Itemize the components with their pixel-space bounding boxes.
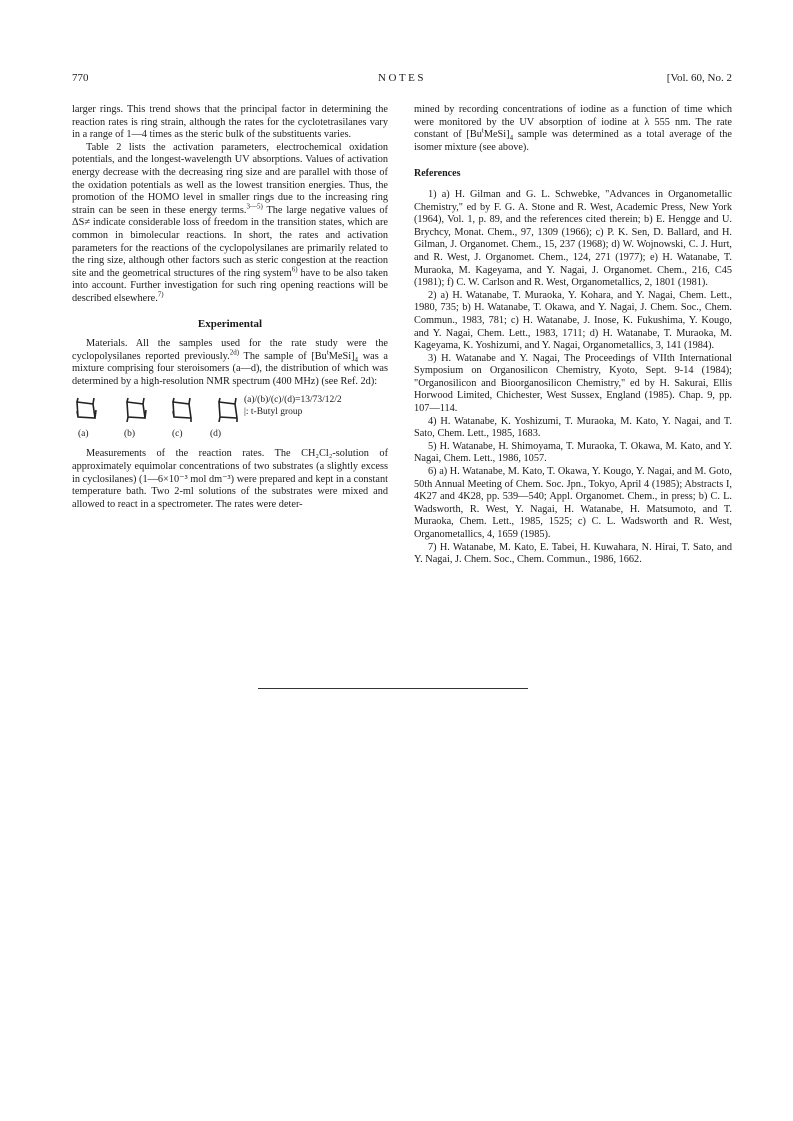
section-title: NOTES [378,72,426,84]
reference-item: 3) H. Watanabe and Y. Nagai, The Proceedings of VIIth International Symposium on Organosilicon Chemistry, Kyoto, Sept. 9-14 (1984); "Organosilicon and Bioorganosilicon Chemistry," ed by H. Sakurai, Ellis Horwood Limited, Chichester, West Sussex, England (1985). Chap. 9, pp. 107—114. [414,352,732,415]
reference-item: 2) a) H. Watanabe, T. Muraoka, Y. Kohara, and Y. Nagai, Chem. Lett., 1980, 735; b) H. Watanabe, T. Okawa, and Y. Nagai, J. Chem. Soc., Chem. Commun., 1983, 781; c) H. Watanabe, J. Inose, K. Fukushima, Y. Kougo, and Y. Nagai, Chem. Lett., 1983, 1711; d) H. Watanabe, T. Muraoka, M. Kageyama, K. Yoshizumi, and Y. Nagai, Organometallics, 3, 141 (1984). [414,289,732,352]
reference-list [414,189,732,567]
paragraph-measurements: Measurements of the reaction rates. The CH₂Cl₂-solution of approximately equimolar concentrations of two substrates (a slightly excess in cyclosilanes) (1—6×10⁻³ mol dm⁻³) were prepared and kept in a constant temperature bath. Two 2-ml solutions of the substrates were mixed and allowed to react in a spectrometer. The rates were deter- [72,448,388,510]
ring-a-label: (a) [78,429,89,440]
ring-b-label: (b) [124,429,136,440]
paragraph-materials: Materials. All the samples used for the rate study were the cyclopolysilanes reported previously.$^{2d)}$ The sample of $[Bu^tMeSi]_4$ was a mixture comprising four steroisomers (a—d), the distribution of which was determined by a high-resolution NMR spectrum (400 MHz) (see Ref. 2d): [72,338,388,387]
end-rule [258,688,528,689]
page-header [72,72,732,86]
paragraph-continued: mined by recording concentrations of iodine as a function of time which were monitored by the UV absorption of iodine at λ 555 nm. The rate constant of $[Bu^tMeSi]_4$ sample was determined as a total average of the isomer mixture (see above). [414,104,732,153]
t-butyl-legend: |: t-Butyl group [244,407,303,418]
reference-item: 6) a) H. Watanabe, M. Kato, T. Okawa, Y. Kougo, Y. Nagai, and M. Goto, 50th Annual Meeting of Chem. Soc. Jpn., Tokyo, April 4 (1985); Abstracts I, 4K27 and 4K28, pp. 539—540; Appl. Organomet. Chem., in press; b) C. L. Wadsworth, R. West, Y. Nagai, H. Watanabe, H. Matsumoto, and T. Muraoka, Chem. Lett., 1985, 1525; c) C. L. Wadsworth and R. West, Organometallics, 4, 1659 (1985). [414,466,732,540]
reference-item: 5) H. Watanabe, H. Shimoyama, T. Muraoka, T. Okawa, M. Kato, and Y. Nagai, Chem. Lett., 1986, 1057. [414,440,732,465]
page-number: 770 [72,72,89,84]
paragraph-activation: Table 2 lists the activation parameters, electrochemical oxidation potentials, and the longest-wavelength UV absorptions. Values of activation energy decrease with the decreasing ring size and are parallel with those of the oxidation potentials as well as the lowest transition energies. Thus, the promotion of the HOMO level in smaller rings due to the increasing ring strain can be seen in these energy terms.$^{3—5)}$ The large negative values of ΔS≠ indicate considerable loss of freedom in the transition states, which are common in bimolecular reactions. In short, the rates and activation parameters for the reactions of the cyclopolysilanes are primarily related to the ring size, although other factors such as steric congestion at the reaction site and the geometrical structures of the ring system$^{6)}$ have to be also taken into account. Further investigation for such ring opening reactions will be described elsewhere.$^{7)}$ [72,141,389,304]
stereoisomer-figure [72,394,388,442]
ring-a-diagram [74,396,98,422]
ring-d-diagram [216,396,240,422]
ring-c-diagram [170,396,194,422]
experimental-heading: Experimental [197,317,263,330]
ring-c-label: (c) [172,429,183,440]
left-column [72,104,388,511]
figure-legend [244,394,342,418]
volume-info: [Vol. 60, No. 2 [666,72,732,84]
reference-item: 1) a) H. Gilman and G. L. Schwebke, "Advances in Organometallic Chemistry," ed by F. G. A. Stone and R. West, Academic Press, New York (1964), Vol. 1, p. 89, and the references cited therein; b) E. Hengge and U. Brychcy, Monat. Chem., 97, 1309 (1966); c) P. K. Sen, D. Ballard, and H. Gilman, J. Organomet. Chem., 15, 237 (1968); d) W. Wojnowski, C. J. Hurt, and R. West, J. Organomet. Chem., 124, 271 (1977); e) H. Watanabe, T. Muraoka, M. Kageyama, and Y. Nagai, J. Organomet. Chem., 216, C45 (1981); f) C. W. Carlson and R. West, Organometallics, 2, 1801 (1981). [414,188,732,289]
references-heading: References [414,168,461,180]
ring-d-label: (d) [210,429,222,440]
paragraph-ring-strain: larger rings. This trend shows that the principal factor in determining the reaction rates is ring strain, although the rates for the cyclotetrasilanes vary in a range of 1—4 times as the steric bulk of the substituents varies. [72,104,388,141]
right-column [414,104,732,567]
isomer-ratio: (a)/(b)/(c)/(d)=13/73/12/2 [244,395,342,406]
reference-item: 4) H. Watanabe, K. Yoshizumi, T. Muraoka, M. Kato, Y. Nagai, and T. Sato, Chem. Lett., 1985, 1683. [414,415,732,440]
reference-item: 7) H. Watanabe, M. Kato, E. Tabei, H. Kuwahara, N. Hirai, T. Sato, and Y. Nagai, J. Chem. Soc., Chem. Commun., 1986, 1662. [414,541,732,566]
ring-b-diagram [124,396,148,422]
